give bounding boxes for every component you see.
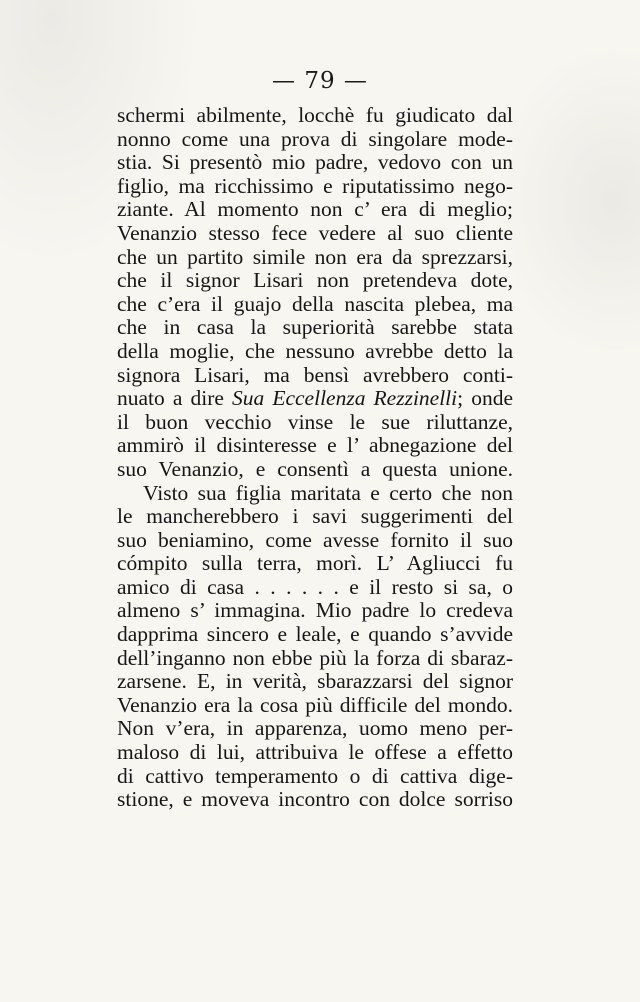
text-line: cómpito sulla terra, morì. L’ Agliucci fu (117, 551, 513, 576)
text-line: dapprima sincero e leale, e quando s’avvide (117, 622, 513, 647)
text-line: di cattivo temperamento o di cattiva dige- (117, 763, 513, 788)
text-line: dell’inganno non ebbe più la forza di sbaraz- (117, 645, 513, 670)
text-line: stia. Si presentò mio padre, vedovo con un (117, 150, 513, 175)
body-text (117, 104, 513, 812)
text-line: che un partito simile non era da sprezzarsi, (117, 244, 513, 269)
text-line: le mancherebbero i savi suggerimenti del (117, 504, 513, 529)
text-line: che c’era il guajo della nascita plebea, ma (117, 291, 513, 316)
text-line: ziante. Al momento non c’ era di meglio; (117, 197, 513, 222)
text-line-with-italic (117, 387, 513, 411)
text-line: il buon vecchio vinse le sue riluttanze, (117, 409, 513, 434)
text-line: della moglie, che nessuno avrebbe detto la (117, 338, 513, 363)
text-line: Non v’era, in apparenza, uomo meno per- (117, 716, 513, 741)
text-line: amico di casa . . . . . . e il resto si sa, o (117, 574, 513, 599)
text-segment: nuato a dire (117, 386, 232, 411)
text-line: che il signor Lisari non pretendeva dote, (117, 268, 513, 293)
text-line: maloso di lui, attribuiva le offese a effetto (117, 740, 513, 765)
text-line: suo Venanzio, e consentì a questa unione. (117, 456, 513, 481)
text-line: schermi abilmente, locchè fu giudicato dal (117, 103, 513, 127)
text-line: ammirò il disinteresse e l’ abnegazione del (117, 433, 513, 458)
text-segment: ; onde (457, 386, 513, 411)
text-line: stione, e moveva incontro con dolce sorriso (117, 787, 513, 812)
italic-name: Sua Eccellenza Rezzinelli (232, 386, 458, 411)
text-line: figlio, ma ricchissimo e riputatissimo nego- (117, 173, 513, 198)
text-line: almeno s’ immagina. Mio padre lo credeva (117, 598, 513, 623)
text-line: Venanzio era la cosa più difficile del mondo. (117, 692, 513, 717)
text-line: Venanzio stesso fece vedere al suo cliente (117, 220, 513, 245)
page-number: — 79 — (272, 68, 368, 94)
text-line: che in casa la superiorità sarebbe stata (117, 315, 513, 340)
text-line: zarsene. E, in verità, sbarazzarsi del signor (117, 669, 513, 694)
text-line: signora Lisari, ma bensì avrebbero conti- (117, 362, 513, 387)
text-line: nonno come una prova di singolare mode- (117, 126, 513, 151)
text-line: suo beniamino, come avesse fornito il suo (117, 527, 513, 552)
paragraph-start-line: Visto sua figlia maritata e certo che non (143, 480, 513, 505)
